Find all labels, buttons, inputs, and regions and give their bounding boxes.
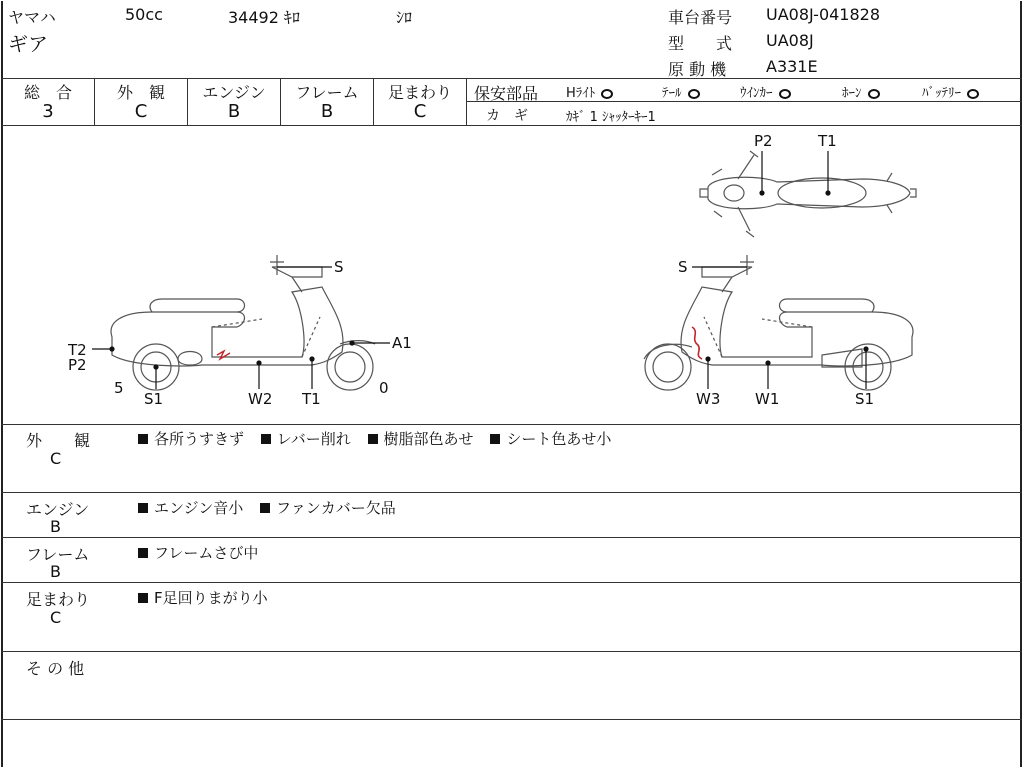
label-left-5: 5	[114, 379, 124, 397]
finding-item: ファンカバー欠品	[260, 497, 396, 518]
damage-mark-icon	[217, 351, 230, 359]
section-suspension-grade: C	[50, 608, 62, 627]
section-frame-findings	[138, 542, 270, 563]
section-exterior-findings	[138, 428, 623, 449]
section-frame-grade: B	[50, 562, 61, 581]
grade-header-suspension: 足まわり	[387, 83, 452, 102]
scooter-top-view	[700, 151, 916, 237]
label-left-0: 0	[379, 379, 389, 397]
damage-mark-icon	[692, 327, 702, 359]
label-left-s: S	[334, 258, 344, 276]
grade-header-exterior: 外 観	[116, 83, 165, 102]
label-right-w3: W3	[696, 390, 721, 408]
safety-label: 保安部品	[474, 84, 539, 103]
grade-overall: 3	[42, 101, 54, 122]
grade-exterior: C	[134, 101, 148, 122]
section-frame-title: フレーム	[26, 545, 90, 564]
label-left-p2: P2	[68, 356, 87, 374]
section-engine-findings	[138, 497, 408, 518]
leader-lines	[92, 151, 868, 389]
chassis-label: 車台番号	[668, 8, 733, 27]
divider	[1, 125, 1022, 126]
label-left-w2: W2	[248, 390, 273, 408]
bullet-square-icon	[490, 434, 500, 444]
grade-frame: B	[320, 101, 334, 122]
ok-circle-icon	[868, 89, 880, 99]
label-right-s1: S1	[855, 390, 875, 408]
section-engine-title: エンジン	[26, 500, 90, 519]
engine-value: A331E	[766, 57, 818, 76]
ok-circle-icon	[779, 89, 791, 99]
key-value: ｶｷﾞ 1 ｼｬｯﾀｰｷｰ1	[566, 110, 656, 125]
maker: ヤマハ	[8, 8, 56, 27]
divider	[1, 424, 1022, 425]
divider	[1, 78, 1022, 79]
section-suspension-findings	[138, 587, 280, 608]
type-label: 型 式	[668, 34, 733, 53]
safety-item-battery: ﾊﾞｯﾃﾘｰ	[922, 82, 979, 101]
divider	[1, 719, 1022, 720]
divider	[1, 651, 1022, 652]
section-other-title: そ の 他	[26, 659, 85, 678]
grade-engine: B	[227, 101, 241, 122]
grade-header-frame: フレーム	[295, 83, 359, 102]
safety-item-horn: ﾎｰﾝ	[842, 82, 880, 101]
label-top-p2: P2	[754, 132, 773, 150]
ok-circle-icon	[688, 89, 700, 99]
finding-item: F足回りまがり小	[138, 587, 268, 608]
label-top-t1: T1	[818, 132, 837, 150]
safety-item-headlight: Hﾗｲﾄ	[566, 82, 613, 101]
engine-label: 原 動 機	[668, 60, 727, 79]
safety-item-tail: ﾃｰﾙ	[662, 82, 700, 101]
label-right-w1: W1	[755, 390, 780, 408]
label-right-s: S	[678, 258, 688, 276]
color: ｼﾛ	[396, 8, 413, 27]
finding-item: 樹脂部色あせ	[368, 428, 474, 449]
label-left-t2: T2	[68, 341, 87, 359]
safety-item-winker: ｳｲﾝｶｰ	[740, 82, 791, 101]
chassis-value: UA08J-041828	[766, 5, 881, 24]
damage-diagram	[2, 127, 1021, 423]
bullet-square-icon	[261, 434, 271, 444]
section-exterior-grade: C	[50, 449, 62, 468]
key-label: カ ギ	[486, 108, 528, 124]
displacement: 50cc	[125, 5, 163, 24]
bullet-square-icon	[138, 548, 148, 558]
finding-item: レバー削れ	[261, 428, 351, 449]
divider	[466, 78, 467, 125]
divider	[1, 582, 1022, 583]
divider	[466, 101, 1022, 102]
bullet-square-icon	[138, 593, 148, 603]
ok-circle-icon	[967, 89, 979, 99]
divider	[1, 492, 1022, 493]
finding-item: 各所うすきず	[138, 428, 244, 449]
bullet-square-icon	[368, 434, 378, 444]
grade-header-engine: エンジン	[202, 83, 266, 102]
mileage: 34492 ｷﾛ	[228, 8, 300, 27]
section-engine-grade: B	[50, 517, 61, 536]
bullet-square-icon	[138, 434, 148, 444]
bullet-square-icon	[138, 503, 148, 513]
divider	[1, 537, 1022, 538]
finding-item: エンジン音小	[138, 497, 243, 518]
label-left-s1: S1	[144, 390, 164, 408]
grade-header-overall: 総 合	[23, 83, 72, 102]
finding-item: フレームさび中	[138, 542, 258, 563]
section-suspension-title: 足まわり	[26, 590, 91, 609]
model-name: ギア	[8, 32, 48, 56]
label-left-a1: A1	[392, 334, 412, 352]
type-value: UA08J	[766, 31, 814, 50]
ok-circle-icon	[601, 89, 613, 99]
label-left-t1: T1	[302, 390, 321, 408]
bullet-square-icon	[260, 503, 270, 513]
grade-suspension: C	[413, 101, 427, 122]
finding-item: シート色あせ小	[490, 428, 611, 449]
section-exterior-title: 外 観	[26, 431, 91, 450]
